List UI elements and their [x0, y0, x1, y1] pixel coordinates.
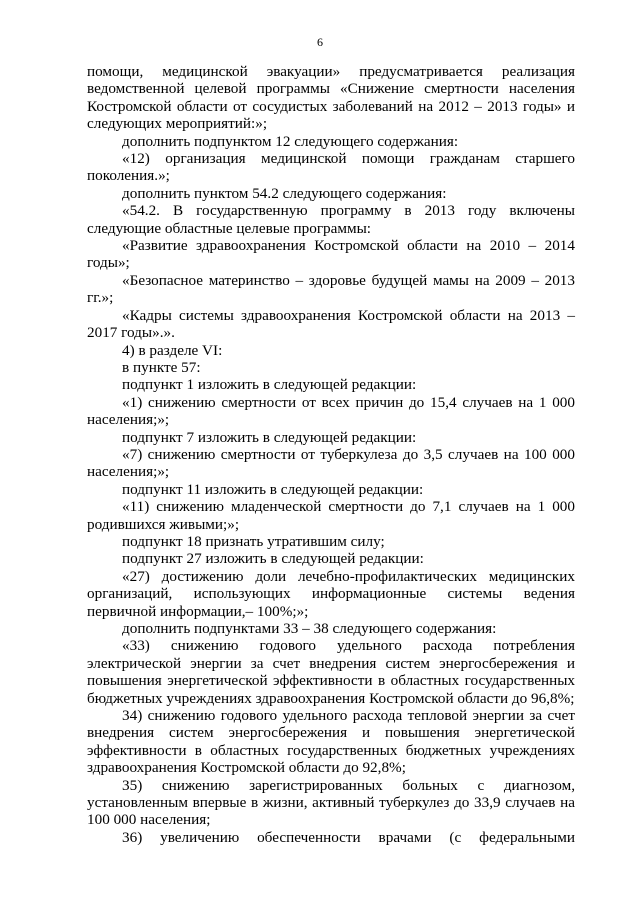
paragraph: 4) в разделе VI: [122, 341, 223, 359]
paragraph: в пункте 57: [122, 358, 201, 376]
paragraph: 35) снижению зарегистрированных больных с диагнозом, установленным впервые в жизни, активный туберкулез до 33,9 случаев на 100 000 населения; [87, 776, 575, 829]
paragraph: подпункт 1 изложить в следующей редакции: [122, 376, 417, 394]
paragraph: подпункт 27 изложить в следующей редакции: [122, 550, 424, 568]
paragraph: «Развитие здравоохранения Костромской области на 2010 – 2014 годы»; [87, 237, 575, 272]
page-number: 6 [317, 35, 323, 49]
paragraph: «12) организация медицинской помощи гражданам старшего поколения.»; [87, 150, 575, 185]
paragraph: «Кадры системы здравоохранения Костромской области на 2013 – 2017 годы».». [87, 306, 575, 342]
paragraph: «11) снижению младенческой смертности до 7,1 случаев на 1 000 родившихся живыми;»; [87, 498, 575, 533]
paragraph: дополнить подпунктом 12 следующего содержания: [122, 132, 459, 150]
paragraph: «33) снижению годового удельного расхода потребления электрической энергии за счет внедрения систем энергосбережения и повышения энергетической эффективности в областных государственных бюджетных учреждениях здравоохранения Костромской области до 96,8%; [87, 637, 575, 707]
paragraph: подпункт 7 изложить в следующей редакции: [122, 428, 417, 446]
paragraph: дополнить подпунктами 33 – 38 следующего содержания: [122, 620, 497, 637]
paragraph: «1) снижению смертности от всех причин до 15,4 случаев на 1 000 населения;»; [87, 393, 575, 429]
paragraph: подпункт 11 изложить в следующей редакции: [122, 480, 424, 498]
paragraph: «27) достижению доли лечебно-профилактических медицинских организаций, использующих информационные системы ведения первичной информации,– 100%;»; [87, 567, 575, 620]
paragraph: «7) снижению смертности от туберкулеза до 3,5 случаев на 100 000 населения;»; [87, 445, 575, 481]
paragraph: помощи, медицинской эвакуации» предусматривается реализация ведомственной целевой программы «Снижение смертности населения Костромской области от сосудистых заболеваний на 2012 – 2013 годы» и следующих мероприятий:»; [87, 63, 575, 133]
paragraph: «54.2. В государственную программу в 2013 году включены следующие областные целевые программы: [87, 202, 575, 237]
paragraph: «Безопасное материнство – здоровье будущей мамы на 2009 – 2013 гг.»; [87, 271, 575, 307]
paragraph: 34) снижению годового удельного расхода тепловой энергии за счет внедрения систем энергосбережения и повышения энергетической эффективности в областных государственных бюджетных учреждениях здравоохранения Костромской области до 92,8%; [87, 707, 575, 777]
paragraph: 36) увеличению обеспеченности врачами (с федеральными [122, 828, 575, 846]
paragraph: подпункт 18 признать утратившим силу; [122, 532, 385, 550]
document-body [87, 63, 575, 846]
paragraph: дополнить пунктом 54.2 следующего содержания: [122, 184, 447, 202]
